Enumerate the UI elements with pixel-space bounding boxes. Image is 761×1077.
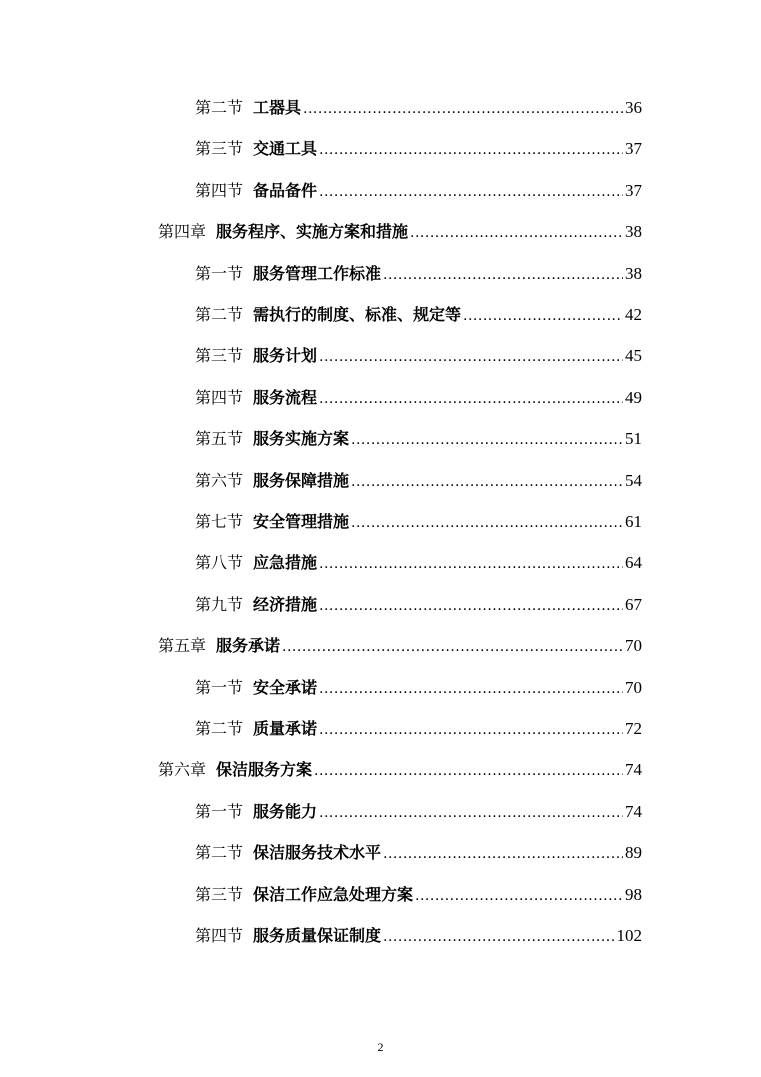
- toc-entry-page: 37: [625, 139, 642, 159]
- toc-entry-page: 51: [625, 429, 642, 449]
- toc-entry-page: 36: [625, 98, 642, 117]
- toc-dot-leader: [351, 512, 623, 534]
- toc-entry-title: 备品备件: [253, 180, 318, 200]
- toc-dot-leader: [314, 760, 623, 782]
- toc-section-row[interactable]: [195, 925, 642, 947]
- toc-dot-leader: [303, 98, 623, 120]
- toc-entry-page: 70: [625, 677, 642, 697]
- toc-entry-page: 45: [625, 346, 642, 366]
- toc-section-row[interactable]: [195, 718, 642, 740]
- toc-section-row[interactable]: [195, 801, 642, 823]
- toc-dot-leader: [383, 843, 623, 865]
- toc-entry-label: 第四节: [195, 180, 244, 200]
- toc-entry-page: 38: [625, 222, 642, 242]
- toc-section-row[interactable]: [195, 263, 642, 285]
- toc-entry-page: 102: [616, 926, 642, 945]
- page-number: 2: [377, 1040, 384, 1054]
- toc-entry-page: 64: [625, 553, 642, 573]
- toc-entry-page: 89: [625, 843, 642, 863]
- toc-entry-title: 工器具: [253, 98, 302, 117]
- toc-entry-label: 第五节: [195, 429, 244, 449]
- toc-entry-label: 第九节: [195, 594, 244, 614]
- toc-entry-page: 37: [625, 180, 642, 200]
- toc-entry-label: 第二节: [195, 843, 244, 863]
- toc-dot-leader: [319, 346, 623, 368]
- toc-dot-leader: [319, 388, 623, 410]
- toc-entry-label: 第六章: [158, 760, 207, 780]
- toc-entry-title: 服务承诺: [216, 636, 281, 656]
- toc-dot-leader: [319, 595, 623, 617]
- toc-entry-label: 第四章: [158, 222, 207, 242]
- toc-entry-label: 第七节: [195, 512, 244, 531]
- toc-section-row[interactable]: [195, 552, 642, 574]
- toc-dot-leader: [410, 222, 623, 244]
- toc-dot-leader: [383, 264, 623, 286]
- toc-entry-title: 保洁服务技术水平: [253, 843, 382, 863]
- toc-dot-leader: [319, 181, 623, 203]
- toc-dot-leader: [319, 678, 623, 700]
- toc-entry-label: 第三节: [195, 884, 244, 904]
- toc-section-row[interactable]: [195, 842, 642, 864]
- toc-dot-leader: [319, 802, 623, 824]
- toc-section-row[interactable]: [195, 884, 642, 906]
- toc-section-row[interactable]: [195, 387, 642, 409]
- toc-section-row[interactable]: [195, 138, 642, 160]
- toc-dot-leader: [319, 553, 623, 575]
- toc-section-row[interactable]: [195, 345, 642, 367]
- toc-entry-title: 保洁服务方案: [216, 760, 313, 780]
- toc-entry-title: 服务实施方案: [253, 429, 350, 449]
- toc-section-row[interactable]: [195, 594, 642, 616]
- toc-entry-page: 61: [625, 512, 642, 531]
- toc-entry-title: 应急措施: [253, 553, 318, 573]
- toc-entry-title: 服务计划: [253, 346, 318, 366]
- toc-chapter-row[interactable]: [158, 221, 642, 243]
- toc-entry-title: 安全承诺: [253, 677, 318, 697]
- toc-entry-title: 服务流程: [253, 387, 318, 407]
- toc-chapter-row[interactable]: [158, 635, 642, 657]
- toc-entry-title: 服务管理工作标准: [253, 263, 382, 283]
- toc-entry-title: 服务质量保证制度: [253, 926, 382, 945]
- toc-entry-label: 第一节: [195, 263, 244, 283]
- toc-dot-leader: [319, 719, 623, 741]
- toc-entry-page: 49: [625, 387, 642, 407]
- toc-entry-label: 第一节: [195, 801, 244, 821]
- toc-entry-label: 第六节: [195, 470, 244, 490]
- toc-entry-page: 70: [625, 636, 642, 656]
- toc-entry-title: 服务程序、实施方案和措施: [216, 222, 409, 242]
- toc-dot-leader: [383, 926, 614, 948]
- toc-section-row[interactable]: [195, 428, 642, 450]
- toc-entry-page: 72: [625, 719, 642, 738]
- toc-entry-title: 经济措施: [253, 594, 318, 614]
- toc-section-row[interactable]: [195, 511, 642, 533]
- toc-dot-leader: [319, 139, 623, 161]
- toc-dot-leader: [463, 305, 623, 327]
- toc-entry-title: 保洁工作应急处理方案: [253, 884, 414, 904]
- toc-entry-label: 第五章: [158, 636, 207, 656]
- toc-dot-leader: [351, 471, 623, 493]
- toc-section-row[interactable]: [195, 677, 642, 699]
- toc-section-row[interactable]: [195, 180, 642, 202]
- toc-entry-page: 38: [625, 263, 642, 283]
- toc-entry-label: 第八节: [195, 553, 244, 573]
- toc-entry-page: 74: [625, 801, 642, 821]
- toc-entry-page: 67: [625, 594, 642, 614]
- toc-entry-label: 第二节: [195, 98, 244, 117]
- toc-entry-label: 第四节: [195, 387, 244, 407]
- toc-entry-page: 98: [625, 884, 642, 904]
- toc-section-row[interactable]: [195, 470, 642, 492]
- toc-entry-title: 质量承诺: [253, 719, 318, 738]
- toc-entry-title: 交通工具: [253, 139, 318, 159]
- toc-entry-label: 第四节: [195, 926, 244, 945]
- toc-chapter-row[interactable]: [158, 759, 642, 781]
- toc-dot-leader: [282, 636, 623, 658]
- toc-entry-title: 服务能力: [253, 801, 318, 821]
- toc-entry-label: 第二节: [195, 305, 244, 324]
- toc-entry-title: 需执行的制度、标准、规定等: [253, 305, 462, 324]
- toc-entry-page: 42: [625, 305, 642, 324]
- toc-dot-leader: [351, 429, 623, 451]
- toc-entry-page: 74: [625, 760, 642, 780]
- toc-entry-title: 安全管理措施: [253, 512, 350, 531]
- toc-dot-leader: [415, 885, 623, 907]
- toc-section-row[interactable]: [195, 304, 642, 326]
- toc-entry-page: 54: [625, 470, 642, 490]
- toc-section-row[interactable]: [195, 97, 642, 119]
- toc-entry-title: 服务保障措施: [253, 470, 350, 490]
- toc-entry-label: 第二节: [195, 719, 244, 738]
- toc-entry-label: 第三节: [195, 139, 244, 159]
- toc-entry-label: 第三节: [195, 346, 244, 366]
- toc-entry-label: 第一节: [195, 677, 244, 697]
